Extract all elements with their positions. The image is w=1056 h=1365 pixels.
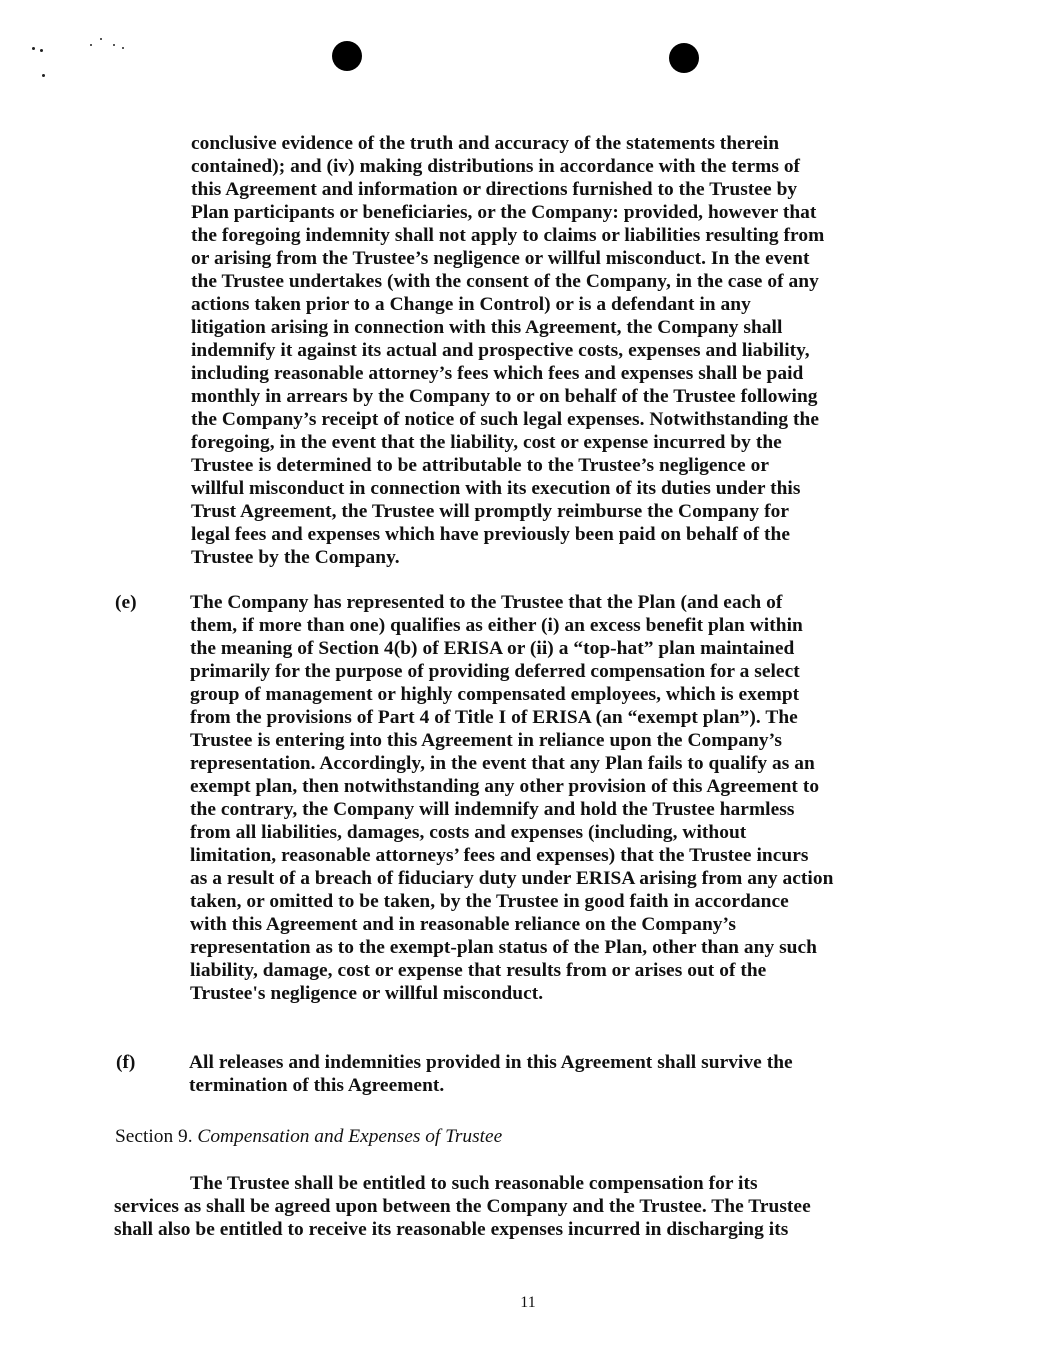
section-title: Compensation and Expenses of Trustee — [197, 1126, 503, 1147]
item-e-paragraph — [190, 591, 980, 1005]
scan-speck — [90, 44, 92, 46]
text-line: the Trustee undertakes (with the consent of the Company, in the case of any — [191, 271, 819, 292]
text-line: the Company’s receipt of notice of such legal expenses. Notwithstanding the — [191, 409, 819, 430]
scan-speck — [100, 38, 102, 40]
continuation-paragraph — [191, 132, 981, 569]
text-line: liability, damage, cost or expense that results from or arises out of the — [190, 960, 767, 981]
scan-speck — [42, 74, 45, 77]
text-line: monthly in arrears by the Company to or on behalf of the Trustee following — [191, 386, 818, 407]
text-line: exempt plan, then notwithstanding any other provision of this Agreement to — [190, 776, 820, 797]
item-f-paragraph — [189, 1051, 979, 1097]
text-line: termination of this Agreement. — [189, 1075, 445, 1096]
text-line: representation as to the exempt-plan status of the Plan, other than any such — [190, 937, 818, 958]
text-line: or arising from the Trustee’s negligence or willful misconduct. In the event — [191, 248, 810, 269]
text-line: taken, or omitted to be taken, by the Trustee in good faith in accordance — [190, 891, 789, 912]
punch-hole-right — [669, 43, 699, 73]
text-line: All releases and indemnities provided in this Agreement shall survive the — [189, 1052, 793, 1073]
scan-speck — [113, 44, 115, 46]
text-line: actions taken prior to a Change in Control) or is a defendant in any — [191, 294, 751, 315]
text-line: indemnify it against its actual and prospective costs, expenses and liability, — [191, 340, 810, 361]
scan-speck — [32, 47, 35, 50]
page-number: 11 — [520, 1294, 536, 1311]
text-line: including reasonable attorney’s fees which fees and expenses shall be paid — [191, 363, 804, 384]
text-line: group of management or highly compensated employees, which is exempt — [190, 684, 800, 705]
text-line: primarily for the purpose of providing deferred compensation for a select — [190, 661, 800, 682]
text-line: litigation arising in connection with this Agreement, the Company shall — [191, 317, 783, 338]
text-line: legal fees and expenses which have previously been paid on behalf of the — [191, 524, 791, 545]
punch-hole-left — [332, 41, 362, 71]
text-line: The Trustee shall be entitled to such reasonable compensation for its — [190, 1173, 758, 1194]
text-line: Trust Agreement, the Trustee will promptly reimburse the Company for — [191, 501, 789, 522]
text-line: Trustee's negligence or willful misconduct. — [190, 983, 544, 1004]
text-line: foregoing, in the event that the liability, cost or expense incurred by the — [191, 432, 782, 453]
text-line: Plan participants or beneficiaries, or the Company: provided, however that — [191, 202, 817, 223]
section-heading — [115, 1125, 502, 1148]
text-line: the contrary, the Company will indemnify and hold the Trustee harmless — [190, 799, 795, 820]
text-line: Trustee is entering into this Agreement in reliance upon the Company’s — [190, 730, 783, 751]
text-line: willful misconduct in connection with its execution of its duties under this — [191, 478, 801, 499]
text-line: them, if more than one) qualifies as either (i) an excess benefit plan within — [190, 615, 803, 636]
scan-speck — [40, 49, 43, 52]
item-label-e: (e) — [115, 592, 137, 613]
text-line: Trustee is determined to be attributable to the Trustee’s negligence or — [191, 455, 769, 476]
text-line: conclusive evidence of the truth and accuracy of the statements therein — [191, 133, 780, 154]
section-number: Section 9. — [115, 1126, 193, 1147]
text-line: services as shall be agreed upon between the Company and the Trustee. The Trustee — [114, 1196, 811, 1217]
text-line: as a result of a breach of fiduciary duty under ERISA arising from any action — [190, 868, 834, 889]
text-line: this Agreement and information or directions furnished to the Trustee by — [191, 179, 798, 200]
text-line: Trustee by the Company. — [191, 547, 400, 568]
text-line: from the provisions of Part 4 of Title I of ERISA (an “exempt plan”). The — [190, 707, 798, 728]
text-line: limitation, reasonable attorneys’ fees and expenses) that the Trustee incurs — [190, 845, 809, 866]
text-line: shall also be entitled to receive its reasonable expenses incurred in discharging its — [114, 1219, 789, 1240]
text-line: from all liabilities, damages, costs and expenses (including, without — [190, 822, 747, 843]
text-line: with this Agreement and in reasonable reliance on the Company’s — [190, 914, 736, 935]
text-line: The Company has represented to the Trustee that the Plan (and each of — [190, 592, 783, 613]
text-line: representation. Accordingly, in the event that any Plan fails to qualify as an — [190, 753, 815, 774]
text-line: the meaning of Section 4(b) of ERISA or (ii) a “top-hat” plan maintained — [190, 638, 795, 659]
text-line: contained); and (iv) making distributions in accordance with the terms of — [191, 156, 801, 177]
section-9-paragraph — [114, 1172, 984, 1241]
text-line: the foregoing indemnity shall not apply to claims or liabilities resulting from — [191, 225, 825, 246]
item-label-f: (f) — [116, 1052, 136, 1073]
scan-speck — [122, 47, 124, 49]
